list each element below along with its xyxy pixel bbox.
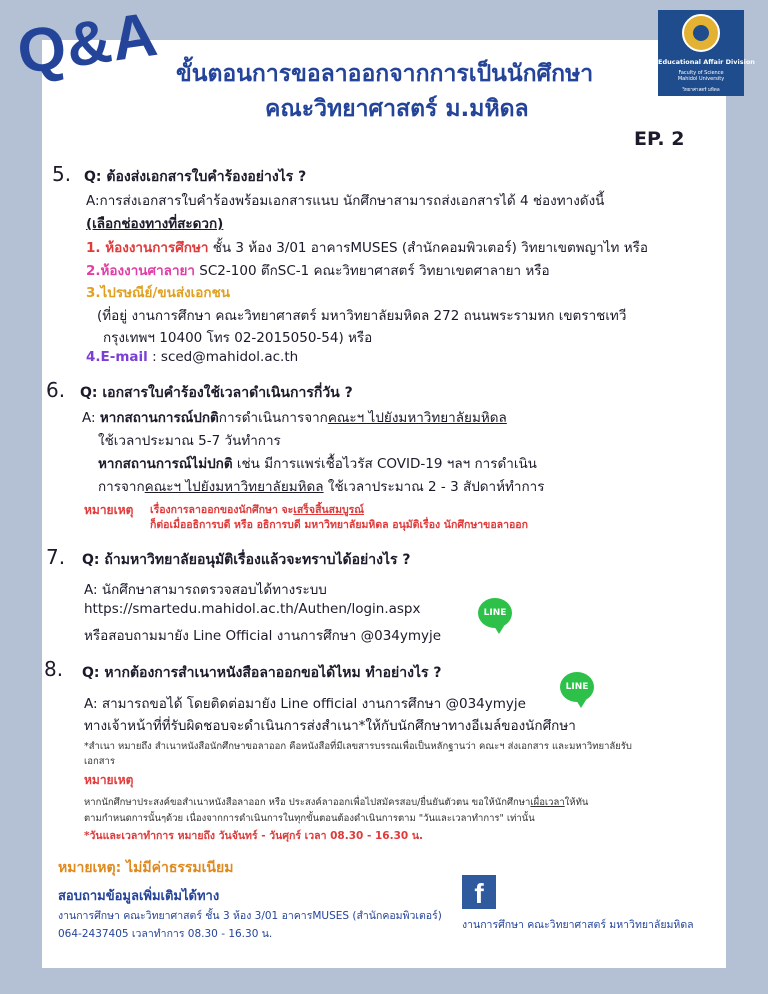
line-app-icon-2[interactable]: LINE	[560, 672, 594, 702]
q6-note-line1: เรื่องการลาออกของนักศึกษา จะเสร็จสิ้นสมบูรณ์	[150, 504, 365, 516]
q8-note-line3: *วันและเวลาทำการ หมายถึง วันจันทร์ - วันศุกร์ เวลา 08.30 - 16.30 น.	[84, 830, 424, 842]
q6-answer-abnormal: หากสถานการณ์ไม่ปกติ เช่น มีการแพร่เชื้อไวรัส COVID-19 ฯลฯ การดำเนิน	[98, 456, 537, 472]
q7-answer: A: นักศึกษาสามารถตรวจสอบได้ทางระบบ	[84, 582, 327, 598]
q8-note-line2: ตามกำหนดการนั้นๆด้วย เนื่องจากการดำเนินการในทุกขั้นตอนต้องดำเนินการตาม "วันและเวลาทำการ" เท่านั้น	[84, 813, 535, 824]
q6-number: 6.	[46, 378, 66, 402]
q8-footnote-2: เอกสาร	[84, 756, 115, 767]
q8-question: Q: หากต้องการสำเนาหนังสือลาออกขอได้ไหม ทำอย่างไร ?	[82, 665, 442, 681]
contact-address: งานการศึกษา คณะวิทยาศาสตร์ ชั้น 3 ห้อง 3/01 อาคารMUSES (สำนักคอมพิวเตอร์)	[58, 910, 442, 922]
q5-number: 5.	[52, 162, 72, 186]
q7-number: 7.	[46, 545, 66, 569]
q5-option-3-address2: กรุงเทพฯ 10400 โทร 02-2015050-54) หรือ	[103, 330, 373, 346]
q7-url-link[interactable]: https://smartedu.mahidol.ac.th/Authen/login.aspx	[84, 601, 421, 617]
q5-option-3: 3.ไปรษณีย์/ขนส่งเอกชน	[86, 285, 230, 301]
q5-option-1: 1. ห้องงานการศึกษา ชั้น 3 ห้อง 3/01 อาคารMUSES (สำนักคอมพิวเตอร์) วิทยาเขตพญาไท หรือ	[86, 240, 648, 256]
q8-note-label: หมายเหตุ	[84, 773, 134, 787]
contact-title: สอบถามข้อมูลเพิ่มเติมได้ทาง	[58, 889, 220, 904]
q5-question: Q: ต้องส่งเอกสารใบคำร้องอย่างไร ?	[84, 169, 307, 185]
contact-phone: 064-2437405 เวลาทำการ 08.30 - 16.30 น.	[58, 928, 273, 940]
q8-footnote-1: *สำเนา หมายถึง สำเนาหนังสือนักศึกษาขอลาออก คือหนังสือที่มีเลขสารบรรณเพื่อเป็นหลักฐานว่า คณะฯ ส่งเอกสาร และมหาวิทยาลัยรับ	[84, 741, 632, 752]
facebook-icon[interactable]: f	[462, 875, 496, 909]
q6-normal-time: ใช้เวลาประมาณ 5-7 วันทำการ	[98, 433, 281, 449]
q5-option-2: 2.ห้องงานศาลายา SC2-100 ตึกSC-1 คณะวิทยาศาสตร์ วิทยาเขตศาลายา หรือ	[86, 263, 550, 279]
q6-note-label: หมายเหตุ	[84, 503, 134, 517]
q8-answer-line2: ทางเจ้าหน้าที่ที่รับผิดชอบจะดำเนินการส่งสำเนา*ให้กับนักศึกษาทางอีเมล์ของนักศึกษา	[84, 718, 576, 734]
page-title-line1: ขั้นตอนการขอลาออกจากการเป็นนักศึกษา	[176, 61, 594, 87]
q7-question: Q: ถ้ามหาวิทยาลัยอนุมัติเรื่องแล้วจะทราบได้อย่างไร ?	[82, 552, 411, 568]
q8-answer-line1: A: สามารถขอได้ โดยติดต่อมายัง Line official งานการศึกษา @034ymyje	[84, 696, 526, 712]
q8-number: 8.	[44, 657, 64, 681]
q7-line-official: หรือสอบถามมายัง Line Official งานการศึกษา @034ymyje	[84, 628, 442, 644]
qa-heading: Q&A	[13, 0, 163, 88]
line-app-icon[interactable]: LINE	[478, 598, 512, 628]
q6-note-line2: ก็ต่อเมื่ออธิการบดี หรือ อธิการบดี มหาวิทยาลัยมหิดล อนุมัติเรื่อง นักศึกษาขอลาออก	[150, 519, 528, 531]
q5-option-3-address1: (ที่อยู่ งานการศึกษา คณะวิทยาศาสตร์ มหาวิทยาลัยมหิดล 272 ถนนพระรามหก เขตราชเทวี	[97, 308, 627, 324]
facebook-page-name[interactable]: งานการศึกษา คณะวิทยาศาสตร์ มหาวิทยาลัยมหิดล	[462, 919, 694, 931]
division-logo: Educational Affair Division Faculty of Science Mahidol University วิทยาศาสตร์ มหิดล	[658, 10, 744, 96]
q8-note-line1: หากนักศึกษาประสงค์ขอสำเนาหนังสือลาออก หรือ ประสงค์ลาออกเพื่อไปสมัครสอบ/ยื่นยันตัวตน ขอให้นักศึกษาเผื่อเวลาให้ทัน	[84, 797, 589, 808]
university-seal-icon	[682, 14, 720, 52]
page-title-line2: คณะวิทยาศาสตร์ ม.มหิดล	[265, 96, 529, 122]
q5-choose: (เลือกช่องทางที่สะดวก)	[86, 216, 224, 232]
episode-label: EP. 2	[634, 128, 685, 150]
fee-note: หมายเหตุ: ไม่มีค่าธรรมเนียม	[58, 860, 234, 876]
q6-abnormal-time: การจากคณะฯ ไปยังมหาวิทยาลัยมหิดล ใช้เวลาประมาณ 2 - 3 สัปดาห์ทำการ	[98, 479, 545, 495]
q5-option-4: 4.E-mail : sced@mahidol.ac.th	[86, 349, 299, 365]
q5-answer: A:การส่งเอกสารใบคำร้องพร้อมเอกสารแนบ นักศึกษาสามารถส่งเอกสารได้ 4 ช่องทางดังนี้	[86, 193, 605, 209]
q6-answer-normal: A: หากสถานการณ์ปกติการดำเนินการจากคณะฯ ไปยังมหาวิทยาลัยมหิดล	[82, 410, 507, 426]
q6-question: Q: เอกสารใบคำร้องใช้เวลาดำเนินการกี่วัน ?	[80, 385, 353, 401]
